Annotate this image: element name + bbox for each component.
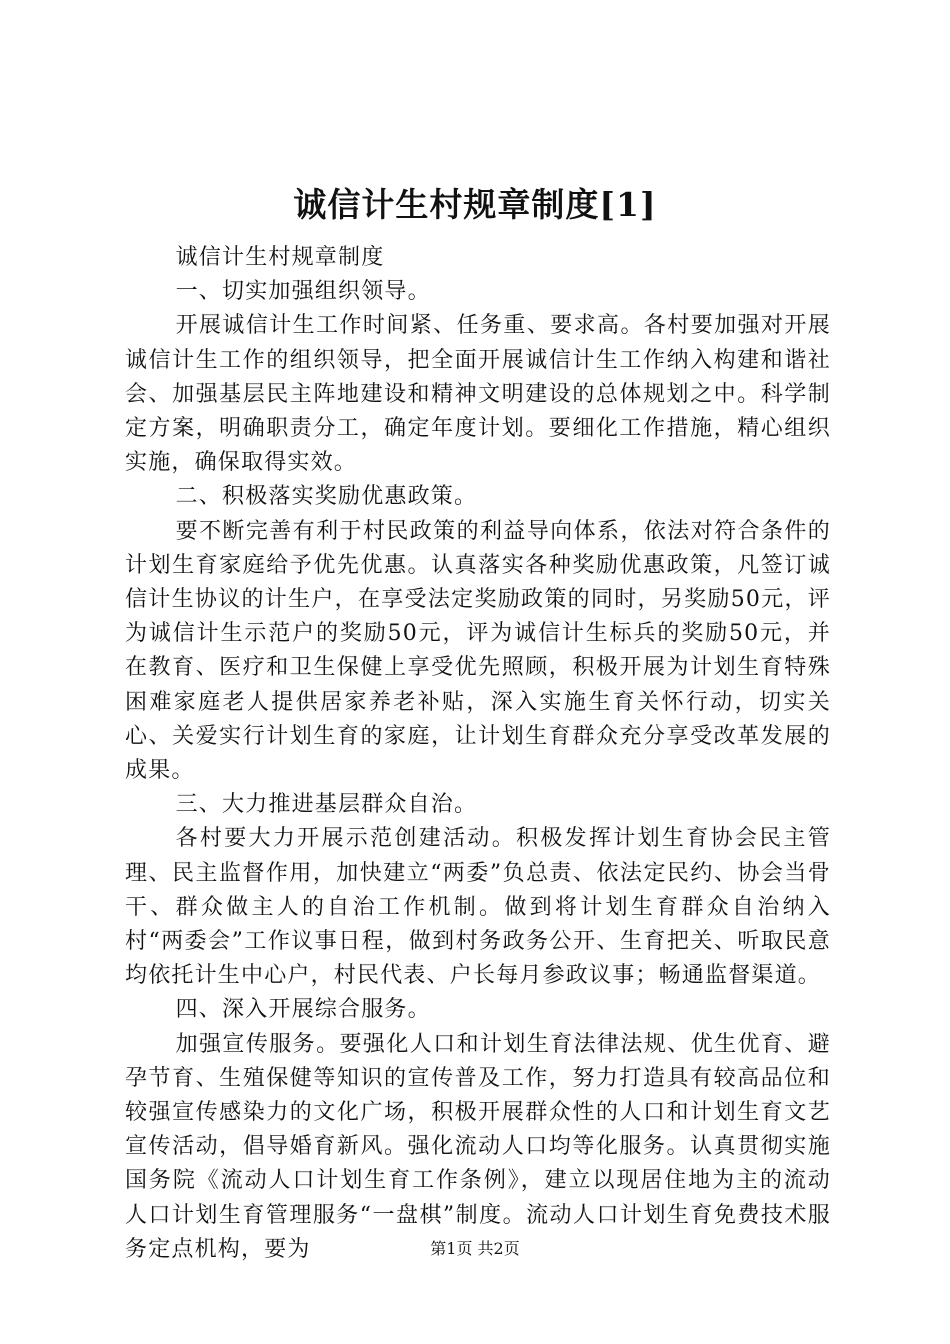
page-footer: 第1页 共2页 bbox=[430, 1239, 520, 1258]
paragraph: 开展诚信计生工作时间紧、任务重、要求高。各村要加强对开展诚信计生工作的组织领导，把全面开展诚信计生工作纳入构建和谐社会、加强基层民主阵地建设和精神文明建设的总体规划之中。科学制定方案，明确职责分工，确定年度计划。要细化工作措施，精心组织实施，确保取得实效。 bbox=[125, 313, 831, 476]
paragraph: 要不断完善有利于村民政策的利益导向体系，依法对符合条件的计划生育家庭给予优先优惠。认真落实各种奖励优惠政策，凡签订诚信计生协议的计生户，在享受法定奖励政策的同时，另奖励50元，评为诚信计生示范户的奖励50元，评为诚信计生标兵的奖励50元，并在教育、医疗和卫生保健上享受优先照顾，积极开展为计划生育特殊困难家庭老人提供居家养老补贴，深入实施生育关怀行动，切实关心、关爱实行计划生育的家庭，让计划生育群众充分享受改革发展的成果。 bbox=[125, 518, 831, 784]
paragraph-subtitle: 诚信计生村规章制度 bbox=[175, 245, 385, 270]
paragraph: 加强宣传服务。要强化人口和计划生育法律法规、优生优育、避孕节育、生殖保健等知识的宣传普及工作，努力打造具有较高品位和较强宣传感染力的文化广场，积极开展群众性的人口和计划生育文艺宣传活动，倡导婚育新风。强化流动人口均等化服务。认真贯彻实施国务院《流动人口计划生育工作条例》，建立以现居住地为主的流动人口计划生育管理服务“一盘棋”制度。流动人口计划生育免费技术服务定点机构，要为 bbox=[125, 1031, 831, 1262]
section-heading-3: 三、大力推进基层群众自治。 bbox=[175, 792, 478, 818]
section-heading-1: 一、切实加强组织领导。 bbox=[175, 279, 431, 305]
paragraph: 各村要大力开展示范创建活动。积极发挥计划生育协会民主管理、民主监督作用，加快建立“两委”负总责、依法定民约、协会当骨干、群众做主人的自治工作机制。做到将计划生育群众自治纳入村“两委会”工作议事日程，做到村务政务公开、生育把关、听取民意均依托计生中心户，村民代表、户长每月参政议事；畅通监督渠道。 bbox=[125, 826, 831, 989]
section-heading-4: 四、深入开展综合服务。 bbox=[175, 997, 431, 1023]
document-title: 诚信计生村规章制度[1] bbox=[293, 185, 657, 224]
section-heading-2: 二、积极落实奖励优惠政策。 bbox=[175, 484, 478, 510]
document-body bbox=[125, 241, 831, 1267]
